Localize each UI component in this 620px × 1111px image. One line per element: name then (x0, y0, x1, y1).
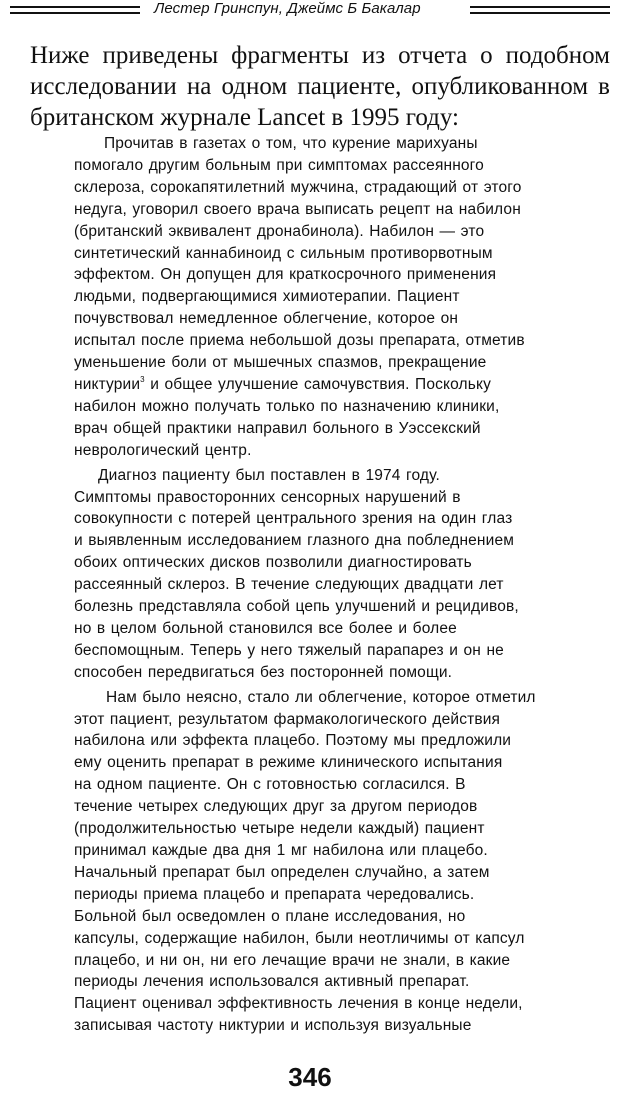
text-line: течение четырех следующих друг за другом периодов (74, 798, 478, 816)
text-line: ему оценить препарат в режиме клинического испытания (74, 754, 503, 772)
text-line: Пациент оценивал эффективность лечения в конце недели, (74, 995, 523, 1013)
text-line: набилон можно получать только по назначению клиники, (74, 397, 500, 415)
running-title: Лестер Гринспун, Джеймс Б Бакалар (154, 0, 421, 17)
text-line: недуга, уговорил своего врача выписать рецепт на набилон (74, 200, 521, 218)
header-rule-right-bottom (470, 12, 610, 14)
nocturia-word: никтурии (74, 375, 141, 393)
text-line: совокупности с потерей центрального зрения на один глаз (74, 510, 513, 528)
text-line: уменьшение боли от мышечных спазмов, прекращение (74, 354, 487, 372)
text-line: склероза, сорокапятилетний мужчина, страдающий от этого (74, 178, 522, 196)
text-line: беспомощным. Теперь у него тяжелый парапарез и он не (74, 641, 504, 659)
text-line: периоды лечения использовался активный препарат. (74, 973, 470, 991)
text-line: этот пациент, результатом фармакологического действия (74, 710, 501, 728)
header-rule-left-bottom (10, 12, 140, 14)
text-line: капсулы, содержащие набилон, были неотличимы от капсул (74, 929, 525, 947)
text-line: Симптомы правосторонних сенсорных нарушений в (74, 488, 461, 506)
text-line: эффектом. Он допущен для краткосрочного применения (74, 266, 497, 284)
text-line: (британский эквивалент дронабинола). Набилон — это (74, 222, 485, 240)
text-line: почувствовал немедленное облегчение, которое он (74, 310, 459, 328)
text-line: обоих оптических дисков позволили диагностировать (74, 554, 472, 572)
text-line: способен передвигаться без посторонней помощи. (74, 663, 453, 681)
text-line: неврологический центр. (74, 441, 252, 459)
intro-line: британском журнале Lancet в 1995 году: (30, 104, 459, 131)
text-line: испытал после приема небольшой дозы препарата, отметив (74, 332, 525, 350)
intro-paragraph (30, 40, 610, 133)
text-line: плацебо, и ни он, ни его лечащие врачи не знали, в какие (74, 951, 511, 969)
running-header (8, 2, 612, 24)
text-line: Начальный препарат был определен случайно, а затем (74, 863, 490, 881)
text-line: болезнь представляла собой цепь улучшений и рецидивов, (74, 598, 519, 616)
text-line: записывая частоту никтурии и используя визуальные (74, 1017, 472, 1035)
text-line: Прочитав в газетах о том, что курение марихуаны (104, 135, 478, 152)
footnote-mark[interactable]: 3 (140, 374, 145, 384)
text-line: врач общей практики направил больного в Уэссекский (74, 419, 481, 437)
text-line: но в целом больной становился все более и более (74, 619, 457, 637)
text-line: принимал каждые два дня 1 мг набилона или плацебо. (74, 842, 488, 859)
page-number: 346 (288, 1062, 332, 1092)
text-line: периоды приема плацебо и препарата чередовались. (74, 885, 475, 903)
text-line: набилона или эффекта плацебо. Поэтому мы предложили (74, 732, 512, 750)
header-rule-right-top (470, 6, 610, 8)
intro-line: исследовании на одном пациенте, опубликованном в (30, 73, 610, 100)
text-line: людьми, подвергающимися химиотерапии. Пациент (74, 288, 460, 306)
text-line: (продолжительностью четыре недели каждый) пациент (74, 820, 485, 838)
intro-line: Ниже приведены фрагменты из отчета о подобном (30, 42, 610, 69)
header-rule-left-top (10, 6, 140, 8)
text-line: и выявленным исследованием глазного дна побледнением (74, 532, 515, 550)
text-line: синтетический каннабиноид с сильным противорвотным (74, 244, 493, 262)
text-line: Нам было неясно, стало ли облегчение, которое отметил (106, 688, 536, 706)
text-line: помогало другим больным при симптомах рассеянного (74, 156, 484, 174)
text-line: Больной был осведомлен о плане исследования, но (74, 907, 466, 925)
text-line: на одном пациенте. Он с готовностью согласился. В (74, 776, 466, 794)
text-line: рассеянный склероз. В течение следующих двадцати лет (74, 576, 504, 594)
text-line-with-footnote (74, 374, 556, 396)
nocturia-rest: и общее улучшение самочувствия. Поскольку (144, 375, 491, 393)
quoted-report (74, 133, 556, 1037)
text-line: Диагноз пациенту был поставлен в 1974 году. (98, 466, 440, 484)
